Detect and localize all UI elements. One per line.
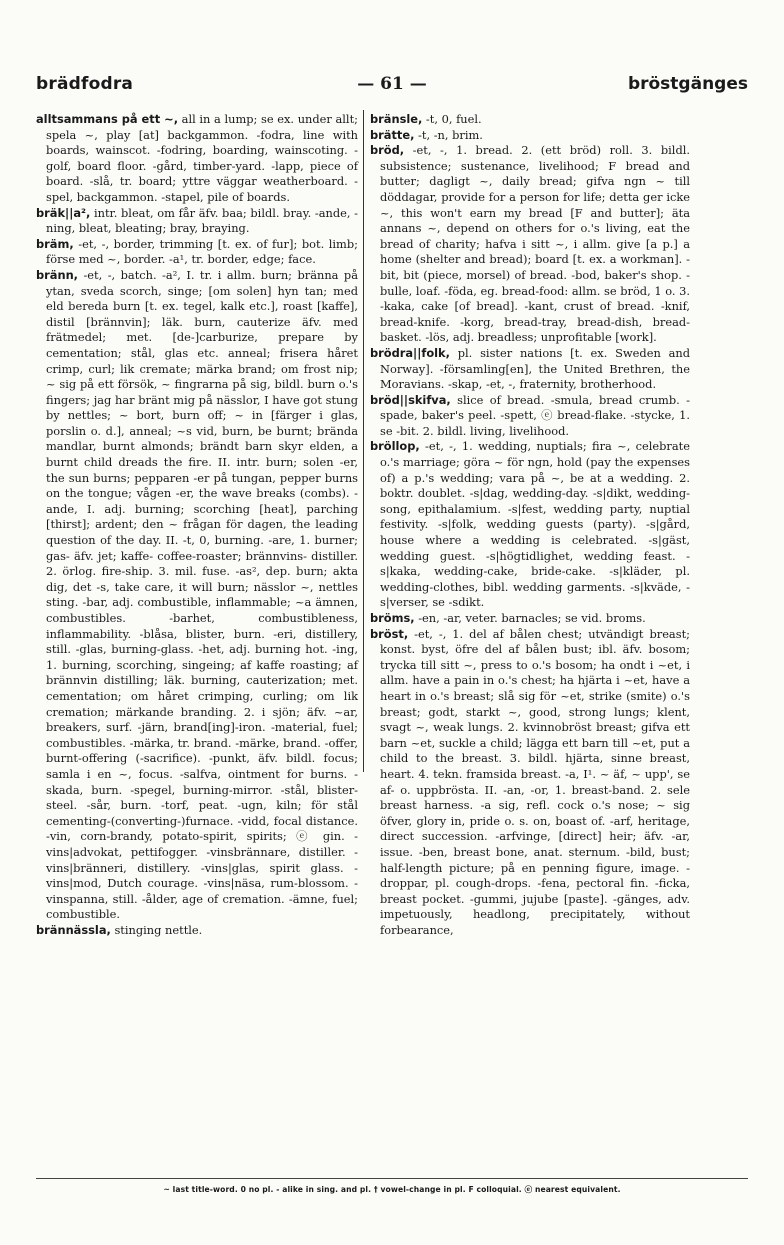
footer-rule (36, 1178, 748, 1179)
left-column (36, 112, 358, 938)
entry-brodrafolk: brödra||folk, pl. sister nations [t. ex. Sweden and Norway]. -församling[en], the United Brethren, the Moravians. -skap, -et, -, fraternity, brotherhood. (370, 345, 690, 392)
running-header (36, 74, 748, 100)
entry-brost: bröst, -et, -, 1. del af bålen chest; utvändigt breast; konst. byst, öfre del af bålen bust; ibl. äfv. bosom; trycka till sitt ~, press to o.'s bosom; ha ondt i ~et, i allm. have a pain in o.'s chest; ha hjärta i ~et, have a heart in o.'s breast; slå sig för ~et, strike (smite) o.'s breast; godt, starkt ~, good, strong lungs; klent, svagt ~, weak lungs. 2. kvinnobröst breast; gifva ett barn ~et, suckle a child; lägga ett barn till ~et, put a child to the breast. 3. bildl. hjärta, sinne breast, heart. 4. tekn. framsida breast. -a, I¹. ~ äf, ~ upp', se af- o. uppbrösta. II. -an, -or, 1. breast-band. 2. sele breast harness. -a sig, refl. cock o.'s nose; ~ sig öfver, glory in, pride o. s. on, boast of. -arf, heritage, direct succession. -arfvinge, [direct] heir; äfv. -ar, issue. -ben, breast bone, anat. sternum. -bild, bust; half-length picture; på en penning figure, image. -droppar, pl. cough-drops. -fena, pectoral fin. -ficka, breast pocket. -gummi, jujube [paste]. -gänges, adv. impetuously, headlong, precipitately, without forbearance, (370, 626, 690, 937)
entry-bransle: bränsle, -t, 0, fuel. (370, 112, 482, 126)
column-divider (363, 110, 364, 772)
entry-broms: bröms, -en, -ar, veter. barnacles; se vid. broms. (370, 611, 646, 625)
entry-continuation: alltsammans på ett ~, all in a lump; se ex. under allt; spela ~, play [at] backgammon. -fodra, line with boards, wainscot. -fodring, boarding, wainscoting. -golf, board floor. -gård, timber-yard. -lapp, piece of board. -slå, tr. board; yttre väggar weatherboard. -spel, backgammon. -stapel, pile of boards. (36, 112, 358, 204)
entry-brodskifva: bröd||skifva, slice of bread. -smula, bread crumb. -spade, baker's peel. -spett, ⓔ bread-flake. -stycke, 1. se -bit. 2. bildl. living, livelihood. (370, 392, 690, 438)
entry-brollop: bröllop, -et, -, 1. wedding, nuptials; fira ~, celebrate o.'s marriage; göra ~ för ngn, hold (pay the expenses of) a p.'s wedding; vara på ~, be at a wedding. 2. boktr. doublet. -s|dag, wedding-day. -s|dikt, wedding-song, epithalamium. -s|fest, wedding party, nuptial festivity. -s|folk, wedding guests (party). -s|gård, house where a wedding is celebrated. -s|gäst, wedding guest. -s|högtidlighet, wedding feast. -s|kaka, wedding-cake, bride-cake. -s|kläder, pl. wedding-clothes, bibl. wedding garments. -s|kväde, -s|verser, se -sdikt. (370, 439, 690, 610)
entry-braka: bräk||a², intr. bleat, om får äfv. baa; bildl. bray. -ande, -ning, bleat, bleating; bray, braying. (36, 205, 358, 236)
right-column (370, 112, 690, 938)
entry-brann: bränn, -et, -, batch. -a², I. tr. i allm. burn; bränna på ytan, sveda scorch, singe; [om solen] hyn tan; med eld bereda burn [t. ex. tegel, kalk etc.], roast [kaffe], distil [brännvin]; läk. burn, cauterize äfv. med frätmedel; met. [de-]carburize, prepare by cementation; stål, glas etc. anneal; frisera håret crimp, curl; lik cremate; märka brand; om frost nip; ~ sig på ett försök, ~ fingrarna på sig, bildl. burn o.'s fingers; jag har bränt mig på nässlor, I have got stung by nettles; ~ bort, burn off; ~ in [färger i glas, porslin o. d.], anneal; ~s vid, burn, be burnt; brända mandlar, burnt almonds; brändt barn skyr elden, a burnt child dreads the fire. II. intr. burn; solen -er, the sun burns; pepparen -er på tungan, pepper burns on the tongue; vågen -er, the wave breaks (combs). -ande, I. adj. burning; scorching [heat], parching [thirst]; ardent; den ~ frågan för dagen, the leading question of the day. II. -t, 0, burning. -are, 1. burner; gas- äfv. jet; kaffe- coffee-roaster; brännvins- distiller. 2. örlog. fire-ship. 3. mil. fuse. -as², dep. burn; akta dig, det -s, take care, it will burn; nässlor ~, nettles sting. -bar, adj. combustible, inflammable; ~a ämnen, combustibles. -barhet, combustibleness, inflammability. -blåsa, blister, burn. -eri, distillery, still. -glas, burning-glass. -het, adj. burning hot. -ing, 1. burning, scorching, singeing; af kaffe roasting; af brännvin distilling; läk. burning, cauterization; met. cementation; om håret crimping, curling; om lik cremation; märkande branding. 2. i sjön; äfv. ~ar, breakers, surf. -järn, brand[ing]-iron. -material, fuel; combustibles. -märka, tr. brand. -märke, brand. -offer, burnt-offering (-sacrifice). -punkt, äfv. bildl. focus; samla i en ~, focus. -salfva, ointment for burns. -skada, burn. -spegel, burning-mirror. -stål, blister-steel. -sår, burn. -torf, peat. -ugn, kiln; för stål cementing-(converting-)furnace. -vidd, focal distance. -vin, corn-brandy, potato-spirit, spirits; ⓔ gin. -vins|advokat, pettifogger. -vinsbrännare, distiller. -vins|bränneri, distillery. -vins|glas, spirit glass. -vins|mod, Dutch courage. -vins|näsa, rum-blossom. -vinspanna, still. -ålder, age of cremation. -ämne, fuel; combustible. (36, 267, 358, 922)
entry-brod: bröd, -et, -, 1. bread. 2. (ett bröd) roll. 3. bildl. subsistence; sustenance, livelihood; F bread and butter; dagligt ~, daily bread; gifva ngn ~ till döddagar, provide for a person for life; detta ger icke ~, this won't earn my bread [F and butter]; äta annans ~, depend on others for o.'s living, eat the bread of charity; hafva i sitt ~, i allm. give [a p.] a home (shelter and bread); board [t. ex. a workman]. -bit, bit (piece, morsel) of bread. -bod, baker's shop. -bulle, loaf. -föda, eg. bread-food: allm. se bröd, 1 o. 3. -kaka, cake [of bread]. -kant, crust of bread. -knif, bread-knife. -korg, bread-tray, bread-dish, bread-basket. -lös, adj. breadless; unprofitable [work]. (370, 143, 690, 345)
page-number: — 61 — (357, 74, 427, 94)
entry-bram: bräm, -et, -, border, trimming [t. ex. of fur]; bot. limb; förse med ~, border. -a¹, tr. border, edge; face. (36, 236, 358, 267)
entry-brannassla: brännässla, stinging nettle. (36, 922, 203, 937)
entry-bratte: brätte, -t, -n, brim. (370, 127, 483, 142)
header-first-word: brädfodra (36, 74, 134, 94)
abbreviation-key: ~ last title-word. 0 no pl. - alike in sing. and pl. † vowel-change in pl. F colloquial. ⓔ nearest equivalent. (163, 1185, 621, 1194)
header-last-word: bröstgänges (627, 74, 748, 94)
